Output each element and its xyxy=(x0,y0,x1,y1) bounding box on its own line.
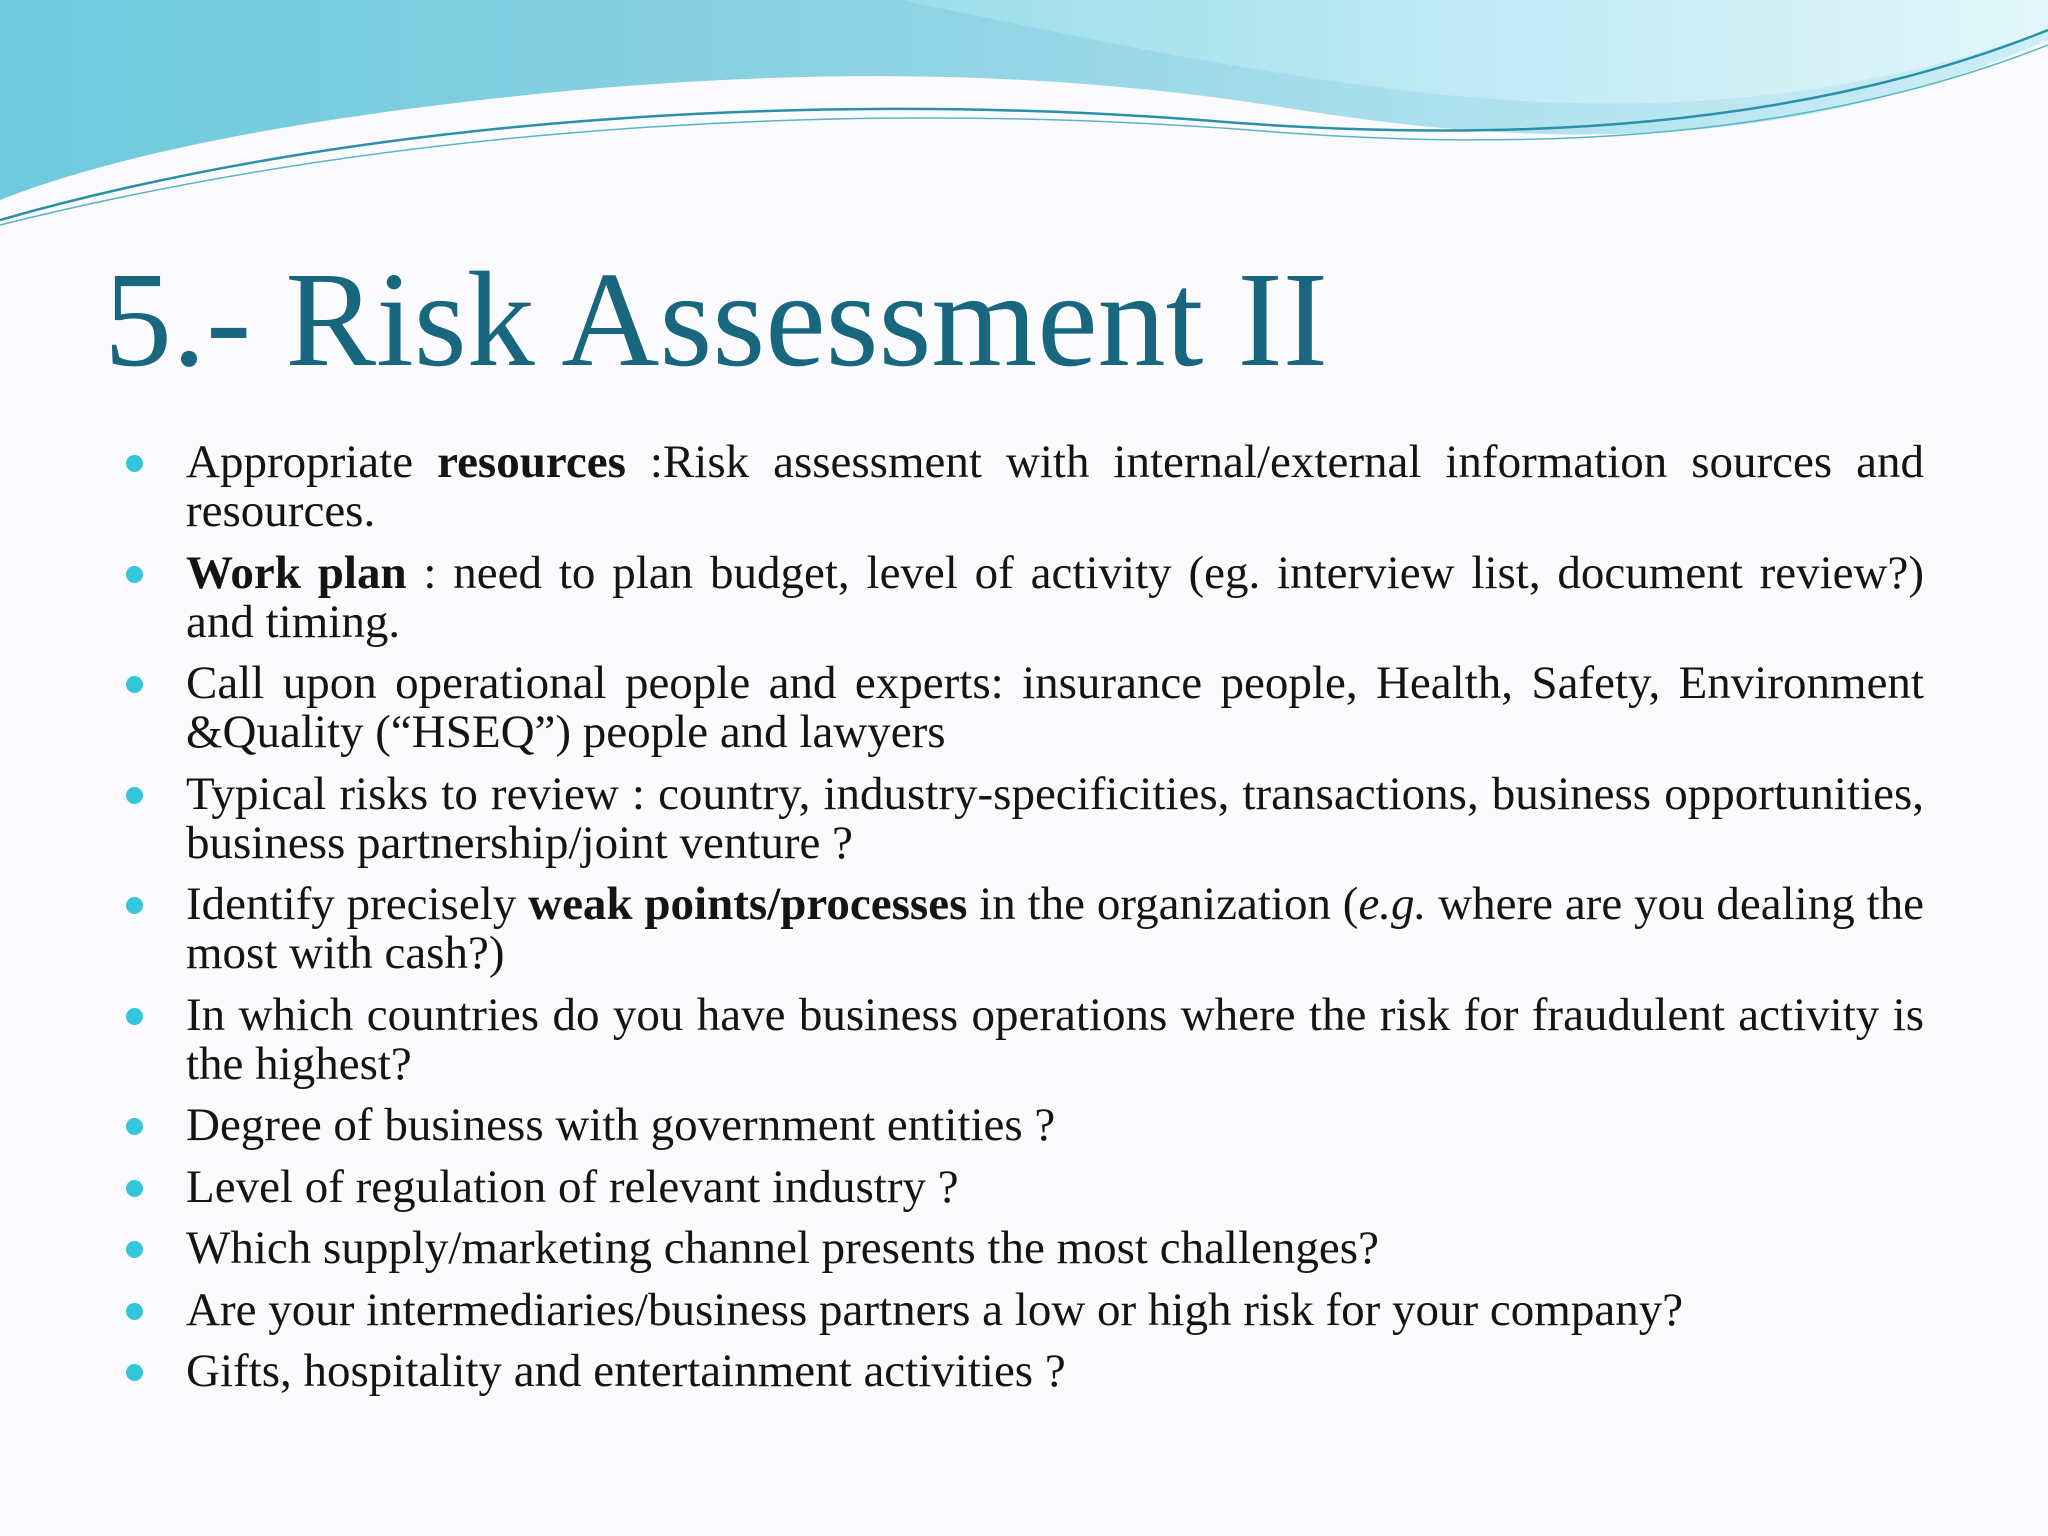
bullet-text: Level of regulation of relevant industry ? xyxy=(186,1160,959,1213)
bullet-text: Identify precisely xyxy=(186,878,529,930)
bullet-text: Which supply/marketing channel presents the most challenges? xyxy=(186,1222,1379,1274)
bullet-item xyxy=(126,767,1924,869)
bullet-item xyxy=(126,1224,1924,1273)
bullet-item xyxy=(126,438,1924,536)
bullet-dot-icon xyxy=(126,1364,143,1381)
bullet-item xyxy=(126,546,1924,648)
bullet-item xyxy=(126,1283,1924,1336)
bullet-item xyxy=(126,1160,1924,1213)
bullet-text: in the organization ( xyxy=(967,878,1359,930)
bullet-dot-icon xyxy=(126,676,143,693)
bullet-text: : need to plan budget, level of activity (eg. interview list, document review?) and timing. xyxy=(186,546,1924,648)
bullet-item xyxy=(126,659,1924,757)
bullet-item xyxy=(126,880,1924,978)
bullet-text: In which countries do you have business operations where the risk for fraudulent activity is the highest? xyxy=(186,988,1924,1090)
bullet-text: Degree of business with government entities ? xyxy=(186,1099,1056,1151)
bullet-list xyxy=(126,438,1924,1409)
bullet-dot-icon xyxy=(126,787,143,804)
bullet-text: Typical risks to review : country, industry-specificities, transactions, business opportunities, business partnership/joint venture ? xyxy=(186,767,1924,869)
bullet-text: Call upon operational people and experts: insurance people, Health, Safety, Environment &Quality (“HSEQ”) people and lawyers xyxy=(186,657,1924,758)
bullet-item xyxy=(126,1101,1924,1150)
bullet-text: where are you dealing the most with cash?) xyxy=(186,878,1924,979)
bullet-item xyxy=(126,1347,1924,1396)
bullet-text: Appropriate xyxy=(186,436,438,488)
bullet-text: Are your intermediaries/business partners a low or high risk for your company? xyxy=(186,1283,1684,1336)
bullet-dot-icon xyxy=(126,1303,143,1320)
slide-title: 5.- Risk Assessment II xyxy=(104,245,1328,395)
bullet-dot-icon xyxy=(126,566,143,583)
bullet-dot-icon xyxy=(126,1118,143,1135)
bullet-bold-text: weak points/processes xyxy=(528,878,968,930)
bullet-bold-text: resources xyxy=(437,436,626,488)
bullet-dot-icon xyxy=(126,1008,143,1025)
bullet-dot-icon xyxy=(126,897,143,914)
bullet-dot-icon xyxy=(126,1180,143,1197)
bullet-dot-icon xyxy=(126,1241,143,1258)
bullet-item xyxy=(126,988,1924,1090)
header-wave-decoration xyxy=(0,0,2048,240)
bullet-bold-text: Work plan xyxy=(186,546,407,599)
bullet-text: :Risk assessment with internal/external information sources and resources. xyxy=(186,436,1924,537)
bullet-text: Gifts, hospitality and entertainment activities ? xyxy=(186,1345,1066,1397)
bullet-italic-text: e.g. xyxy=(1358,878,1427,930)
bullet-dot-icon xyxy=(126,455,143,472)
